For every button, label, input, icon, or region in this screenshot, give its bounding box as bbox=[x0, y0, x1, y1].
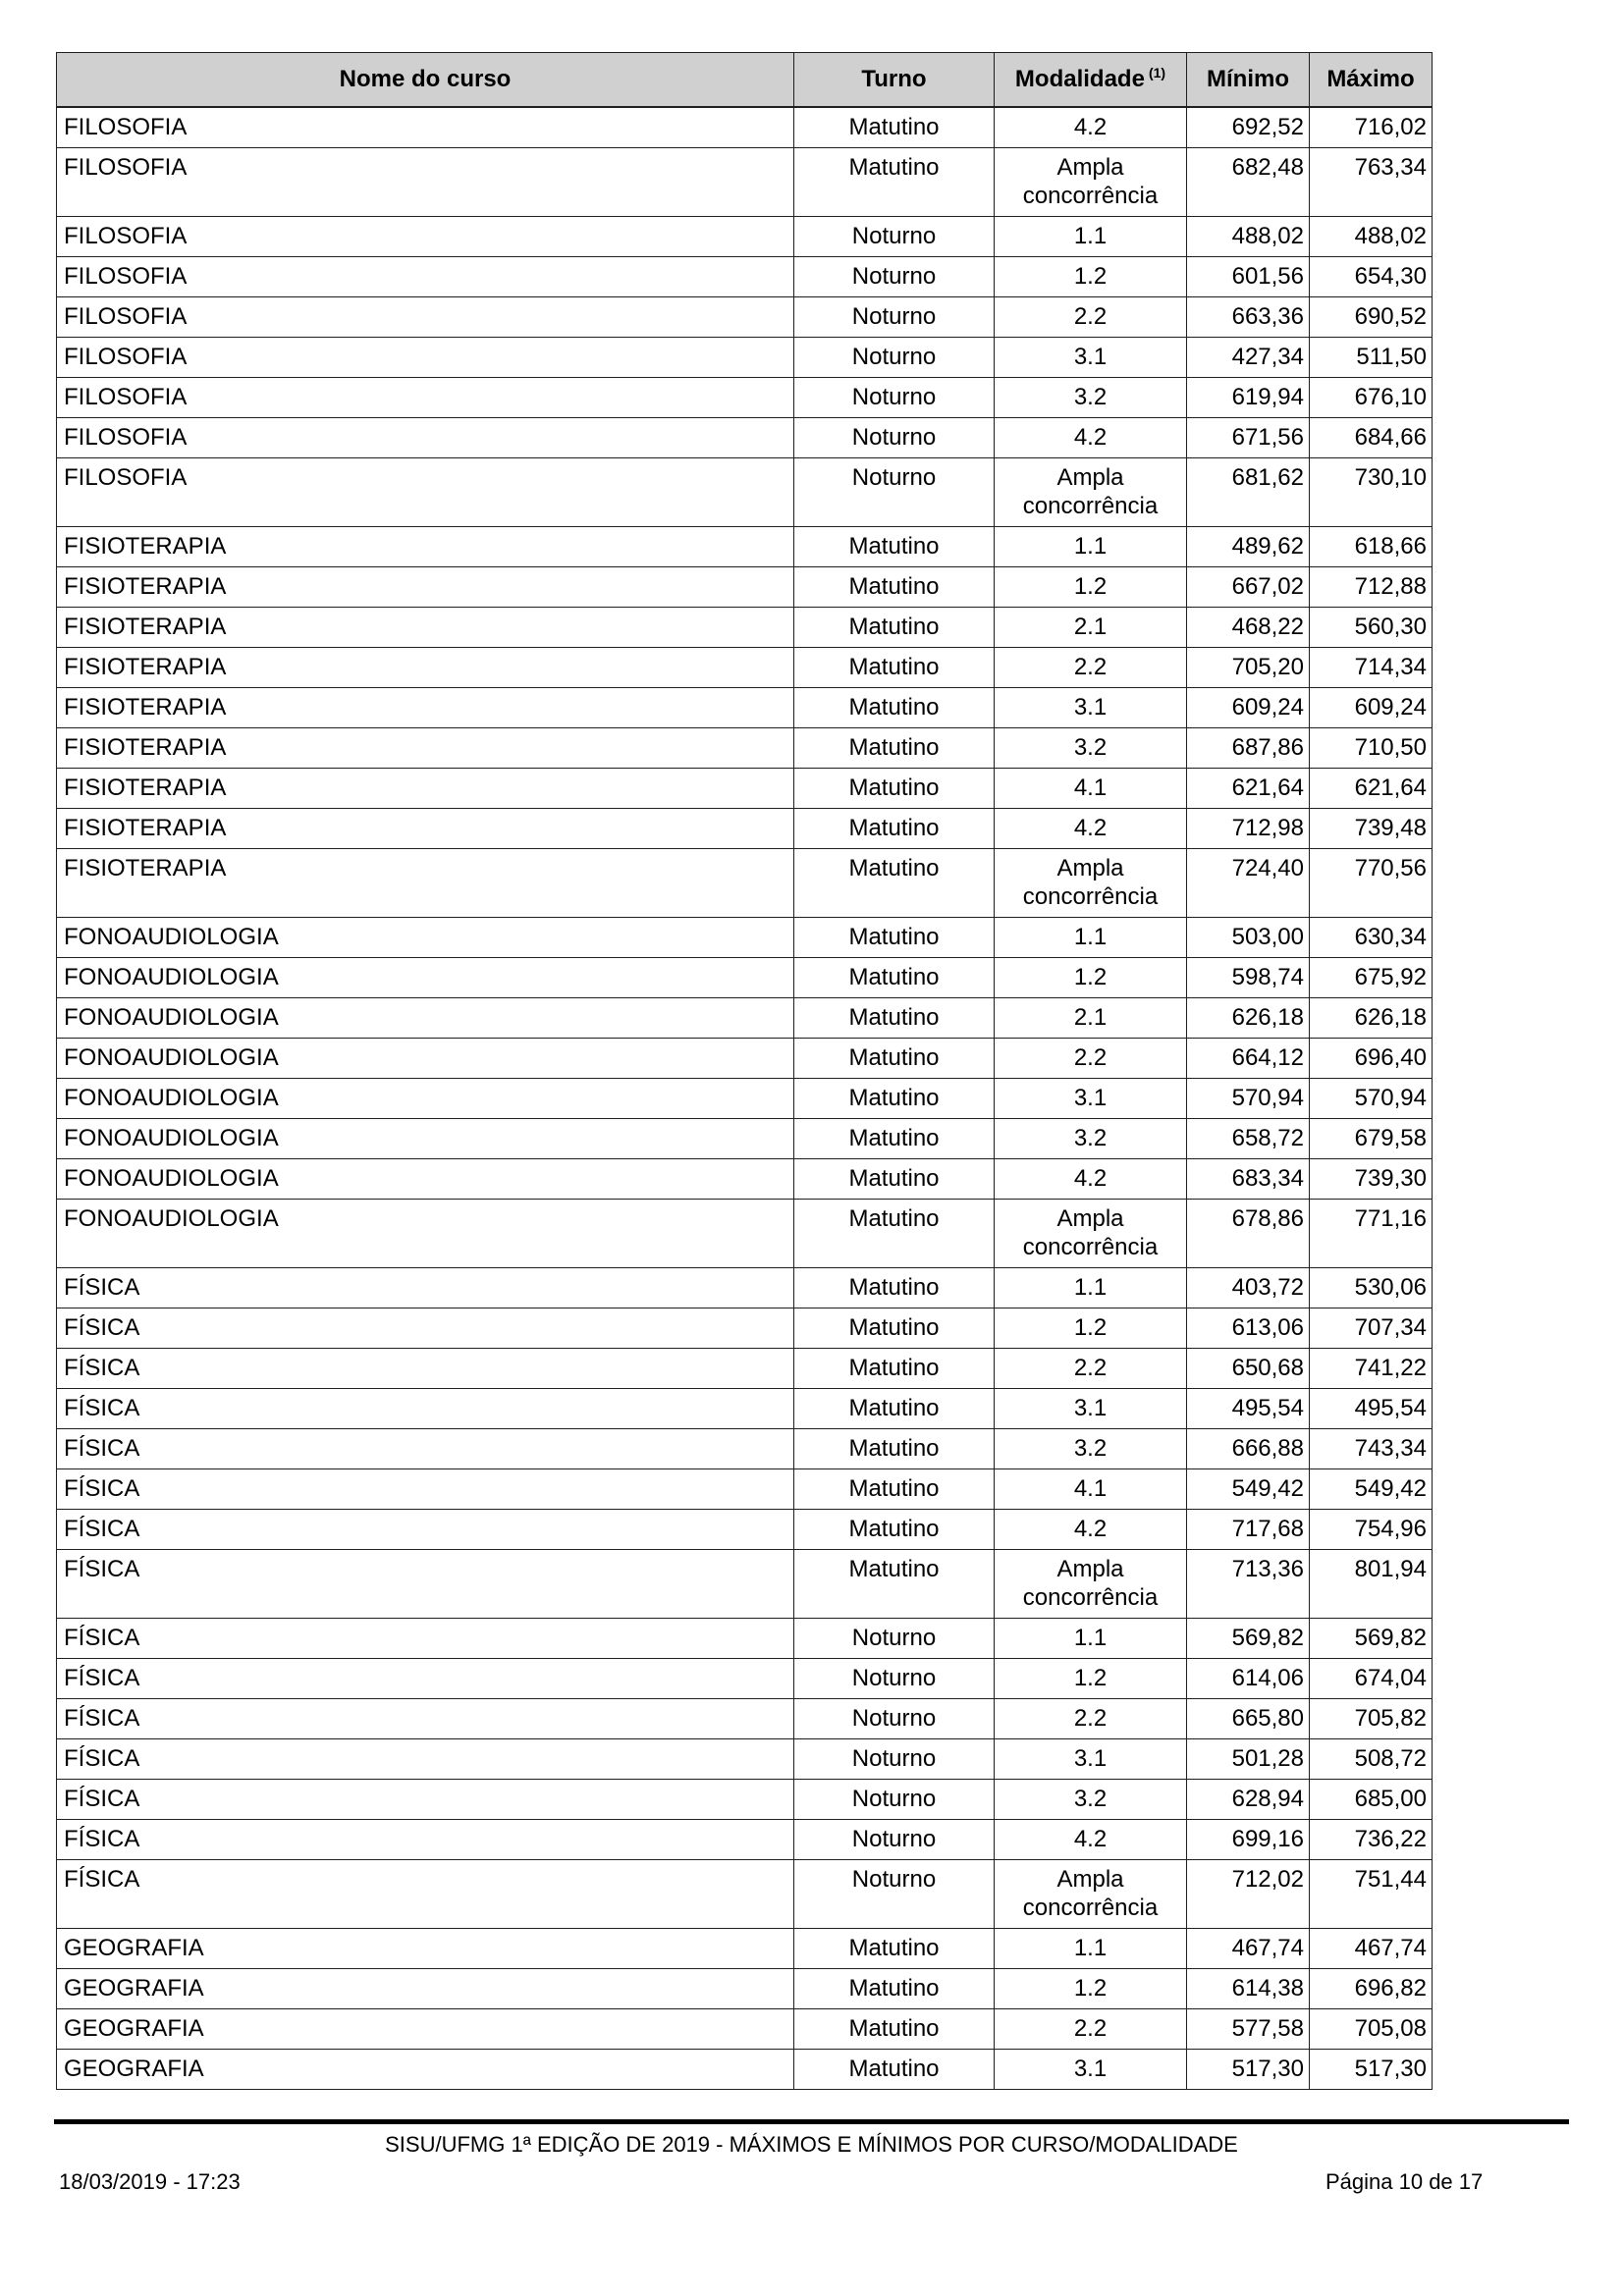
table-row bbox=[57, 297, 1433, 338]
shift-cell: Matutino bbox=[794, 1349, 995, 1389]
table-row bbox=[57, 728, 1433, 769]
modality-cell: 1.2 bbox=[995, 958, 1187, 998]
shift-cell: Matutino bbox=[794, 1510, 995, 1550]
course-name-cell: FONOAUDIOLOGIA bbox=[57, 1039, 794, 1079]
table-row bbox=[57, 217, 1433, 257]
modality-cell: 1.1 bbox=[995, 1619, 1187, 1659]
table-row bbox=[57, 1820, 1433, 1860]
min-score-cell: 427,34 bbox=[1187, 338, 1310, 378]
max-score-cell: 710,50 bbox=[1310, 728, 1433, 769]
modality-cell: 1.1 bbox=[995, 918, 1187, 958]
table-row bbox=[57, 567, 1433, 608]
table-row bbox=[57, 458, 1433, 527]
footer-page-number: Página 10 de 17 bbox=[1325, 2169, 1484, 2194]
course-name-cell: FONOAUDIOLOGIA bbox=[57, 1159, 794, 1200]
course-name-cell: FÍSICA bbox=[57, 1429, 794, 1469]
max-score-cell: 739,30 bbox=[1310, 1159, 1433, 1200]
modality-cell: 3.1 bbox=[995, 1079, 1187, 1119]
max-score-cell: 714,34 bbox=[1310, 648, 1433, 688]
course-name-cell: FÍSICA bbox=[57, 1308, 794, 1349]
table-row bbox=[57, 1659, 1433, 1699]
table-row bbox=[57, 257, 1433, 297]
min-score-cell: 601,56 bbox=[1187, 257, 1310, 297]
min-score-cell: 489,62 bbox=[1187, 527, 1310, 567]
course-name-cell: FONOAUDIOLOGIA bbox=[57, 1119, 794, 1159]
shift-cell: Noturno bbox=[794, 1699, 995, 1739]
max-score-cell: 751,44 bbox=[1310, 1860, 1433, 1929]
min-score-cell: 665,80 bbox=[1187, 1699, 1310, 1739]
shift-cell: Matutino bbox=[794, 1200, 995, 1268]
table-row bbox=[57, 338, 1433, 378]
table-row bbox=[57, 1469, 1433, 1510]
table-row bbox=[57, 1929, 1433, 1969]
modality-cell: 1.2 bbox=[995, 1969, 1187, 2009]
course-name-cell: FÍSICA bbox=[57, 1739, 794, 1780]
header-row bbox=[57, 53, 1433, 108]
max-score-cell: 696,40 bbox=[1310, 1039, 1433, 1079]
modality-cell: 4.2 bbox=[995, 418, 1187, 458]
max-score-cell: 696,82 bbox=[1310, 1969, 1433, 2009]
shift-cell: Noturno bbox=[794, 1860, 995, 1929]
modality-cell: 1.2 bbox=[995, 567, 1187, 608]
min-score-cell: 614,38 bbox=[1187, 1969, 1310, 2009]
min-score-cell: 650,68 bbox=[1187, 1349, 1310, 1389]
shift-cell: Noturno bbox=[794, 1780, 995, 1820]
course-name-cell: FÍSICA bbox=[57, 1659, 794, 1699]
min-score-cell: 683,34 bbox=[1187, 1159, 1310, 1200]
shift-cell: Matutino bbox=[794, 1119, 995, 1159]
max-score-cell: 626,18 bbox=[1310, 998, 1433, 1039]
shift-cell: Matutino bbox=[794, 958, 995, 998]
min-score-cell: 626,18 bbox=[1187, 998, 1310, 1039]
course-name-cell: FISIOTERAPIA bbox=[57, 809, 794, 849]
course-name-cell: FILOSOFIA bbox=[57, 217, 794, 257]
min-score-cell: 517,30 bbox=[1187, 2050, 1310, 2090]
max-score-cell: 679,58 bbox=[1310, 1119, 1433, 1159]
table-row bbox=[57, 688, 1433, 728]
min-score-cell: 468,22 bbox=[1187, 608, 1310, 648]
table-row bbox=[57, 378, 1433, 418]
course-name-cell: FILOSOFIA bbox=[57, 458, 794, 527]
course-name-cell: FILOSOFIA bbox=[57, 107, 794, 148]
min-score-cell: 609,24 bbox=[1187, 688, 1310, 728]
course-name-cell: FÍSICA bbox=[57, 1389, 794, 1429]
header-modality-label: Modalidade bbox=[1014, 66, 1145, 92]
min-score-cell: 598,74 bbox=[1187, 958, 1310, 998]
shift-cell: Matutino bbox=[794, 849, 995, 918]
header-min: Mínimo bbox=[1187, 53, 1310, 108]
header-course: Nome do curso bbox=[57, 53, 794, 108]
table-row bbox=[57, 608, 1433, 648]
max-score-cell: 676,10 bbox=[1310, 378, 1433, 418]
modality-cell: 2.1 bbox=[995, 998, 1187, 1039]
max-score-cell: 560,30 bbox=[1310, 608, 1433, 648]
min-score-cell: 613,06 bbox=[1187, 1308, 1310, 1349]
shift-cell: Matutino bbox=[794, 1469, 995, 1510]
table-row bbox=[57, 527, 1433, 567]
max-score-cell: 739,48 bbox=[1310, 809, 1433, 849]
modality-cell: Ampla concorrência bbox=[995, 1200, 1187, 1268]
table-row bbox=[57, 1619, 1433, 1659]
min-score-cell: 619,94 bbox=[1187, 378, 1310, 418]
modality-cell: 2.2 bbox=[995, 1039, 1187, 1079]
course-name-cell: FÍSICA bbox=[57, 1860, 794, 1929]
course-name-cell: FISIOTERAPIA bbox=[57, 567, 794, 608]
table-row bbox=[57, 2050, 1433, 2090]
modality-cell: 1.1 bbox=[995, 217, 1187, 257]
header-max: Máximo bbox=[1310, 53, 1433, 108]
max-score-cell: 770,56 bbox=[1310, 849, 1433, 918]
table-row bbox=[57, 958, 1433, 998]
min-score-cell: 712,98 bbox=[1187, 809, 1310, 849]
modality-cell: 3.2 bbox=[995, 1119, 1187, 1159]
min-score-cell: 495,54 bbox=[1187, 1389, 1310, 1429]
shift-cell: Noturno bbox=[794, 1619, 995, 1659]
min-score-cell: 671,56 bbox=[1187, 418, 1310, 458]
modality-cell: Ampla concorrência bbox=[995, 458, 1187, 527]
min-score-cell: 621,64 bbox=[1187, 769, 1310, 809]
table-row bbox=[57, 1079, 1433, 1119]
max-score-cell: 763,34 bbox=[1310, 148, 1433, 217]
max-score-cell: 716,02 bbox=[1310, 107, 1433, 148]
shift-cell: Matutino bbox=[794, 1308, 995, 1349]
table-row bbox=[57, 1268, 1433, 1308]
course-name-cell: FÍSICA bbox=[57, 1619, 794, 1659]
min-score-cell: 577,58 bbox=[1187, 2009, 1310, 2050]
min-score-cell: 724,40 bbox=[1187, 849, 1310, 918]
course-name-cell: FONOAUDIOLOGIA bbox=[57, 1079, 794, 1119]
course-name-cell: FISIOTERAPIA bbox=[57, 527, 794, 567]
course-name-cell: GEOGRAFIA bbox=[57, 2009, 794, 2050]
table-row bbox=[57, 1739, 1433, 1780]
modality-cell: Ampla concorrência bbox=[995, 1550, 1187, 1619]
modality-cell: 1.2 bbox=[995, 257, 1187, 297]
modality-cell: 1.1 bbox=[995, 1268, 1187, 1308]
modality-cell: 4.1 bbox=[995, 1469, 1187, 1510]
shift-cell: Matutino bbox=[794, 1550, 995, 1619]
modality-cell: Ampla concorrência bbox=[995, 1860, 1187, 1929]
course-name-cell: GEOGRAFIA bbox=[57, 2050, 794, 2090]
shift-cell: Matutino bbox=[794, 2009, 995, 2050]
max-score-cell: 684,66 bbox=[1310, 418, 1433, 458]
max-score-cell: 530,06 bbox=[1310, 1268, 1433, 1308]
shift-cell: Noturno bbox=[794, 217, 995, 257]
modality-cell: 2.2 bbox=[995, 297, 1187, 338]
shift-cell: Matutino bbox=[794, 567, 995, 608]
modality-cell: 2.2 bbox=[995, 2009, 1187, 2050]
modality-cell: 2.2 bbox=[995, 1349, 1187, 1389]
max-score-cell: 495,54 bbox=[1310, 1389, 1433, 1429]
modality-cell: 3.1 bbox=[995, 688, 1187, 728]
modality-cell: 4.2 bbox=[995, 809, 1187, 849]
table-row bbox=[57, 809, 1433, 849]
shift-cell: Matutino bbox=[794, 608, 995, 648]
max-score-cell: 618,66 bbox=[1310, 527, 1433, 567]
max-score-cell: 707,34 bbox=[1310, 1308, 1433, 1349]
shift-cell: Matutino bbox=[794, 1429, 995, 1469]
table-row bbox=[57, 1119, 1433, 1159]
min-score-cell: 705,20 bbox=[1187, 648, 1310, 688]
min-score-cell: 503,00 bbox=[1187, 918, 1310, 958]
min-score-cell: 678,86 bbox=[1187, 1200, 1310, 1268]
course-name-cell: FISIOTERAPIA bbox=[57, 728, 794, 769]
max-score-cell: 517,30 bbox=[1310, 2050, 1433, 2090]
course-name-cell: FISIOTERAPIA bbox=[57, 608, 794, 648]
course-name-cell: FONOAUDIOLOGIA bbox=[57, 958, 794, 998]
modality-cell: 2.1 bbox=[995, 608, 1187, 648]
shift-cell: Noturno bbox=[794, 257, 995, 297]
min-score-cell: 403,72 bbox=[1187, 1268, 1310, 1308]
min-score-cell: 501,28 bbox=[1187, 1739, 1310, 1780]
course-name-cell: FILOSOFIA bbox=[57, 257, 794, 297]
shift-cell: Matutino bbox=[794, 527, 995, 567]
course-name-cell: FISIOTERAPIA bbox=[57, 849, 794, 918]
max-score-cell: 674,04 bbox=[1310, 1659, 1433, 1699]
max-score-cell: 705,08 bbox=[1310, 2009, 1433, 2050]
shift-cell: Matutino bbox=[794, 809, 995, 849]
table-row bbox=[57, 1860, 1433, 1929]
shift-cell: Matutino bbox=[794, 728, 995, 769]
course-name-cell: FILOSOFIA bbox=[57, 418, 794, 458]
max-score-cell: 741,22 bbox=[1310, 1349, 1433, 1389]
min-score-cell: 717,68 bbox=[1187, 1510, 1310, 1550]
course-name-cell: FONOAUDIOLOGIA bbox=[57, 1200, 794, 1268]
max-score-cell: 743,34 bbox=[1310, 1429, 1433, 1469]
shift-cell: Matutino bbox=[794, 1079, 995, 1119]
modality-cell: Ampla concorrência bbox=[995, 148, 1187, 217]
table-row bbox=[57, 918, 1433, 958]
max-score-cell: 630,34 bbox=[1310, 918, 1433, 958]
max-score-cell: 736,22 bbox=[1310, 1820, 1433, 1860]
min-score-cell: 699,16 bbox=[1187, 1820, 1310, 1860]
footer-timestamp: 18/03/2019 - 17:23 bbox=[59, 2169, 241, 2194]
max-score-cell: 511,50 bbox=[1310, 338, 1433, 378]
modality-cell: 3.2 bbox=[995, 728, 1187, 769]
header-shift: Turno bbox=[794, 53, 995, 108]
max-score-cell: 621,64 bbox=[1310, 769, 1433, 809]
table-row bbox=[57, 648, 1433, 688]
min-score-cell: 570,94 bbox=[1187, 1079, 1310, 1119]
max-score-cell: 690,52 bbox=[1310, 297, 1433, 338]
table-header bbox=[57, 53, 1433, 108]
shift-cell: Matutino bbox=[794, 1268, 995, 1308]
table-row bbox=[57, 107, 1433, 148]
scores-table bbox=[56, 52, 1433, 2090]
shift-cell: Matutino bbox=[794, 1929, 995, 1969]
course-name-cell: FONOAUDIOLOGIA bbox=[57, 998, 794, 1039]
modality-cell: 3.2 bbox=[995, 378, 1187, 418]
header-modality-footnote-marker: (1) bbox=[1148, 65, 1166, 80]
min-score-cell: 682,48 bbox=[1187, 148, 1310, 217]
min-score-cell: 663,36 bbox=[1187, 297, 1310, 338]
table-row bbox=[57, 769, 1433, 809]
shift-cell: Matutino bbox=[794, 2050, 995, 2090]
min-score-cell: 658,72 bbox=[1187, 1119, 1310, 1159]
modality-cell: 3.2 bbox=[995, 1780, 1187, 1820]
course-name-cell: FILOSOFIA bbox=[57, 338, 794, 378]
table-row bbox=[57, 1429, 1433, 1469]
course-name-cell: FÍSICA bbox=[57, 1469, 794, 1510]
course-name-cell: FILOSOFIA bbox=[57, 378, 794, 418]
modality-cell: 3.1 bbox=[995, 2050, 1187, 2090]
shift-cell: Matutino bbox=[794, 1969, 995, 2009]
max-score-cell: 508,72 bbox=[1310, 1739, 1433, 1780]
shift-cell: Matutino bbox=[794, 918, 995, 958]
max-score-cell: 549,42 bbox=[1310, 1469, 1433, 1510]
shift-cell: Noturno bbox=[794, 1739, 995, 1780]
min-score-cell: 666,88 bbox=[1187, 1429, 1310, 1469]
min-score-cell: 667,02 bbox=[1187, 567, 1310, 608]
course-name-cell: FÍSICA bbox=[57, 1780, 794, 1820]
modality-cell: 1.2 bbox=[995, 1308, 1187, 1349]
shift-cell: Matutino bbox=[794, 769, 995, 809]
max-score-cell: 771,16 bbox=[1310, 1200, 1433, 1268]
max-score-cell: 569,82 bbox=[1310, 1619, 1433, 1659]
shift-cell: Noturno bbox=[794, 338, 995, 378]
min-score-cell: 488,02 bbox=[1187, 217, 1310, 257]
modality-cell: 2.2 bbox=[995, 1699, 1187, 1739]
table-row bbox=[57, 1780, 1433, 1820]
max-score-cell: 730,10 bbox=[1310, 458, 1433, 527]
course-name-cell: FÍSICA bbox=[57, 1510, 794, 1550]
shift-cell: Matutino bbox=[794, 1159, 995, 1200]
modality-cell: 4.2 bbox=[995, 1510, 1187, 1550]
shift-cell: Noturno bbox=[794, 418, 995, 458]
modality-cell: 2.2 bbox=[995, 648, 1187, 688]
table-row bbox=[57, 148, 1433, 217]
modality-cell: 1.2 bbox=[995, 1659, 1187, 1699]
shift-cell: Matutino bbox=[794, 148, 995, 217]
max-score-cell: 685,00 bbox=[1310, 1780, 1433, 1820]
shift-cell: Matutino bbox=[794, 1039, 995, 1079]
course-name-cell: FILOSOFIA bbox=[57, 148, 794, 217]
table-row bbox=[57, 1969, 1433, 2009]
table-row bbox=[57, 849, 1433, 918]
course-name-cell: FISIOTERAPIA bbox=[57, 769, 794, 809]
min-score-cell: 687,86 bbox=[1187, 728, 1310, 769]
modality-cell: 3.1 bbox=[995, 338, 1187, 378]
shift-cell: Matutino bbox=[794, 688, 995, 728]
table-row bbox=[57, 1200, 1433, 1268]
min-score-cell: 712,02 bbox=[1187, 1860, 1310, 1929]
course-name-cell: FILOSOFIA bbox=[57, 297, 794, 338]
course-name-cell: FÍSICA bbox=[57, 1268, 794, 1308]
footer-title: SISU/UFMG 1ª EDIÇÃO DE 2019 - MÁXIMOS E MÍNIMOS POR CURSO/MODALIDADE bbox=[385, 2132, 1238, 2157]
shift-cell: Matutino bbox=[794, 1389, 995, 1429]
table-row bbox=[57, 1308, 1433, 1349]
max-score-cell: 609,24 bbox=[1310, 688, 1433, 728]
shift-cell: Matutino bbox=[794, 998, 995, 1039]
table-row bbox=[57, 998, 1433, 1039]
min-score-cell: 628,94 bbox=[1187, 1780, 1310, 1820]
shift-cell: Noturno bbox=[794, 1659, 995, 1699]
table-row bbox=[57, 1389, 1433, 1429]
shift-cell: Matutino bbox=[794, 107, 995, 148]
table-row bbox=[57, 1159, 1433, 1200]
course-name-cell: FÍSICA bbox=[57, 1550, 794, 1619]
modality-cell: 1.1 bbox=[995, 527, 1187, 567]
table-row bbox=[57, 418, 1433, 458]
header-modality bbox=[995, 53, 1187, 108]
max-score-cell: 754,96 bbox=[1310, 1510, 1433, 1550]
table-row bbox=[57, 2009, 1433, 2050]
shift-cell: Noturno bbox=[794, 1820, 995, 1860]
shift-cell: Noturno bbox=[794, 378, 995, 418]
course-name-cell: FISIOTERAPIA bbox=[57, 688, 794, 728]
modality-cell: Ampla concorrência bbox=[995, 849, 1187, 918]
max-score-cell: 570,94 bbox=[1310, 1079, 1433, 1119]
table-row bbox=[57, 1550, 1433, 1619]
modality-cell: 3.1 bbox=[995, 1739, 1187, 1780]
max-score-cell: 705,82 bbox=[1310, 1699, 1433, 1739]
course-name-cell: FÍSICA bbox=[57, 1699, 794, 1739]
table-row bbox=[57, 1349, 1433, 1389]
min-score-cell: 713,36 bbox=[1187, 1550, 1310, 1619]
min-score-cell: 569,82 bbox=[1187, 1619, 1310, 1659]
course-name-cell: GEOGRAFIA bbox=[57, 1929, 794, 1969]
modality-cell: 4.2 bbox=[995, 1820, 1187, 1860]
modality-cell: 4.2 bbox=[995, 1159, 1187, 1200]
table-row bbox=[57, 1510, 1433, 1550]
min-score-cell: 664,12 bbox=[1187, 1039, 1310, 1079]
modality-cell: 4.2 bbox=[995, 107, 1187, 148]
shift-cell: Noturno bbox=[794, 297, 995, 338]
max-score-cell: 654,30 bbox=[1310, 257, 1433, 297]
min-score-cell: 692,52 bbox=[1187, 107, 1310, 148]
modality-cell: 1.1 bbox=[995, 1929, 1187, 1969]
course-name-cell: FISIOTERAPIA bbox=[57, 648, 794, 688]
max-score-cell: 467,74 bbox=[1310, 1929, 1433, 1969]
max-score-cell: 712,88 bbox=[1310, 567, 1433, 608]
modality-cell: 3.1 bbox=[995, 1389, 1187, 1429]
max-score-cell: 801,94 bbox=[1310, 1550, 1433, 1619]
table-row bbox=[57, 1039, 1433, 1079]
shift-cell: Matutino bbox=[794, 648, 995, 688]
max-score-cell: 675,92 bbox=[1310, 958, 1433, 998]
course-name-cell: FÍSICA bbox=[57, 1349, 794, 1389]
max-score-cell: 488,02 bbox=[1310, 217, 1433, 257]
modality-cell: 4.1 bbox=[995, 769, 1187, 809]
min-score-cell: 467,74 bbox=[1187, 1929, 1310, 1969]
modality-cell: 3.2 bbox=[995, 1429, 1187, 1469]
shift-cell: Noturno bbox=[794, 458, 995, 527]
course-name-cell: FONOAUDIOLOGIA bbox=[57, 918, 794, 958]
course-name-cell: GEOGRAFIA bbox=[57, 1969, 794, 2009]
table-body bbox=[57, 107, 1433, 2090]
footer-divider bbox=[54, 2119, 1569, 2124]
course-name-cell: FÍSICA bbox=[57, 1820, 794, 1860]
table-row bbox=[57, 1699, 1433, 1739]
min-score-cell: 549,42 bbox=[1187, 1469, 1310, 1510]
min-score-cell: 614,06 bbox=[1187, 1659, 1310, 1699]
min-score-cell: 681,62 bbox=[1187, 458, 1310, 527]
